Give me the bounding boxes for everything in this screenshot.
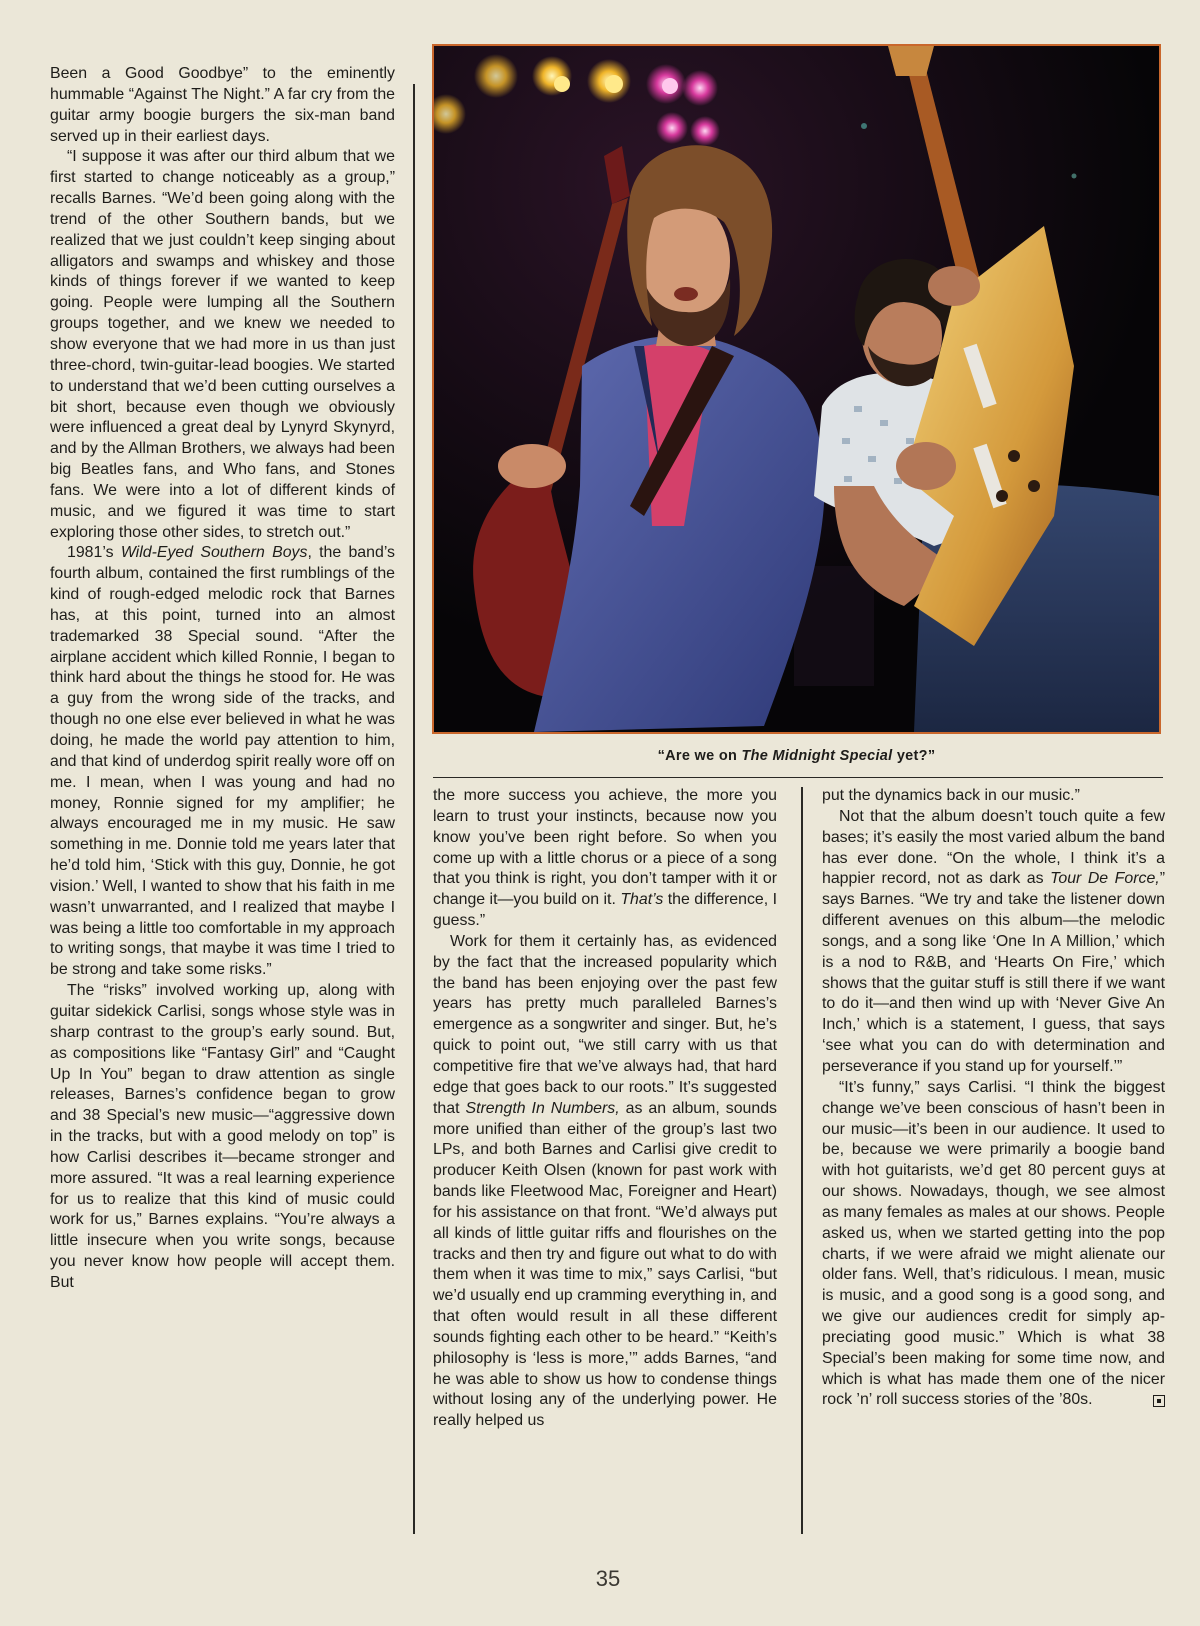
text-run: , the band’s fourth album, contained the first rumblings of the kind of rough-edged melodic rock that Barnes has, at this point, turned into an almost trademarked 38 Special sound. “After the airplane accident which killed Ronnie, I began to think hard about the things he stood for. He was a guy from the wrong side of the tracks, and though no one else ever believed in what he was doing, he made the world pay attention to him, and that kind of underdog spirit really wore off on me. I mean, when I was young and had no money, Ronnie signed for my amplifier; he always encouraged me in my music. He saw something in me. Donnie told me years later that he’d told him, ‘Stick with this guy, Donnie, he got vision.’ Well, I wanted to show that his faith in me wasn’t unwarranted, and I realized that maybe I was being a little too comfortable in my approach to writing songs, that maybe it was time I tried to be strong and take some risks.” [50, 544, 396, 979]
text-run: ” says Barnes. “We try and take the listener down different avenues on this album—the melodic songs, and a song like ‘One In A Million,’ which is a nod to R&B, and ‘Hearts On Fire,’ which shows that the guitar stuff is still there if we want to do it—and then wind up with ‘Never Give An Inch,’ which is a statement, I guess, that says ‘see what you can do with determination and perseverance if you stand up for yourself.’” [822, 870, 1165, 1075]
paragraph: “I suppose it was after our third album that we first started to change noticeably as a group,” recalls Barnes. “We’d been going along with the trend of the other Southern bands, but we realized that we just couldn’t keep singing about alligators and swamps and whiskey and those kinds of things forever if we wanted to keep going. People were lumping all the Southern groups together, and we knew we needed to show everyone that we had more in us than just three-chord, twin-guitar-lead boogies. We started to understand that we’d been cutting ourselves a bit short, because even though we obviously were influenced a great deal by Lynyrd Skynyrd, and by the Allman Brothers, we always had been big Beatles fans, and Who fans, and Stones fans. We were into a lot of different kinds of music, and we figured it was time to start exploring those other sides, to stretch out.” [50, 148, 395, 541]
album-title: Wild-Eyed Southern Boys [120, 544, 308, 562]
column-divider [801, 787, 803, 1534]
end-of-article-icon [1153, 1395, 1165, 1407]
paragraph: put the dynamics back in our music.” [822, 787, 1080, 804]
text-run: the difference, I guess.” [433, 891, 777, 930]
show-title: The Midnight Special [741, 748, 893, 764]
paragraph: The “risks” involved working up, along with guitar sidekick Carlisi, songs whose style was in sharp contrast to the group’s early sound. But, as compositions like “Fantasy Girl” and “Caught Up In You” began to draw attention as single releases, Barnes’s confidence began to grow and 38 Special’s new music—“aggressive down in the tracks, but with a good melody on top” is how Carlisi describes it—became stronger and more assured. “It was a real learning experience for us to realize that this kind of music could work for us,” Barnes explains. “You’re always a little insecure when you write songs, because you never know how people will accept them. But [50, 982, 395, 1291]
article-column-3 [822, 786, 1165, 1411]
album-title: Tour De Force, [1050, 870, 1160, 888]
text-run: as an album, sounds more unified than either of the group’s last two LPs, and both Barnes and Carlisi give credit to producer Keith Olsen (known for past work with bands like Fleetwood Mac, Foreigner and Heart) for his assistance on that front. “We’d always put all kinds of little guitar riffs and flourishes on the tracks and then try and figure out what to do with them when it was time to mix,” says Carlisi, “but we’d usually end up cramming everything in, and that often would result in all these different sounds fighting each other to be heard.” “Keith’s philosophy is ‘less is more,’” adds Barnes, “and he was able to show us how to condense things without losing any of the underlying power. He really helped us [433, 1099, 778, 1430]
paragraph [433, 786, 777, 932]
text-run: “It’s funny,” says Carlisi. “I think the biggest change we’ve been conscious of hasn’t been in our music—it’s been in our audience. It used to be, because we were primarily a boogie band with hot guitarists, we’d get 80 percent guys at our shows. Nowadays, though, we see almost as many females as males at our shows. People asked us, when we started getting into the pop charts, if we were afraid we might alienate our older fans. Well, that’s ridiculous. I mean, music is music, and a good song is a good song, and we give our audiences credit for simply appreciating good music.” Which is what 38 Special’s been making for some time now, and which is what has made them one of the nicer rock ’n’ roll success stories of the ’80s. [822, 1078, 1165, 1409]
text-run: “Are we on [657, 748, 742, 764]
paragraph: Been a Good Goodbye” to the eminently hummable “Against The Night.” A far cry from the guitar army boogie burgers the six-man band served up in their earliest days. [50, 65, 395, 145]
paragraph [433, 932, 777, 1432]
text-run: Work for them it certainly has, as evidenced by the fact that the increased popularity which the band has been enjoying over the past few years has pretty much paralleled Barnes’s emergence as a songwriter and singer. But, he’s quick to point out, “we still carry with us that competitive fire that we’ve always had, that hard edge that goes back to our roots.” It’s suggested that [433, 932, 777, 1117]
paragraph [50, 543, 395, 981]
text-run: yet?” [892, 748, 936, 764]
text-run: 1981’s [67, 544, 121, 562]
emphasis: That’s [620, 891, 664, 909]
concert-photo [432, 44, 1161, 734]
article-column-2 [433, 786, 777, 1432]
concert-photo-illustration [434, 46, 1159, 732]
text-run: the more success you achieve, the more you learn to trust your instincts, because now you know you’ve been right before. So when you come up with a little chorus or a piece of a song that you think is right, you don’t tamper with it or change it—you build on it. [433, 787, 777, 909]
photo-caption [432, 748, 1161, 764]
paragraph [822, 1078, 1165, 1412]
column-divider [413, 84, 415, 1534]
text-run: Not that the album doesn’t touch quite a few bases; it’s easily the most varied album the band has ever done. “On the whole, I think it’s a happier record, not as dark as [822, 807, 1165, 888]
caption-rule [433, 777, 1163, 778]
album-title: Strength In Numbers, [465, 1099, 620, 1117]
page-number: 35 [595, 1566, 621, 1591]
article-column-1 [50, 64, 395, 1294]
paragraph [822, 807, 1165, 1078]
